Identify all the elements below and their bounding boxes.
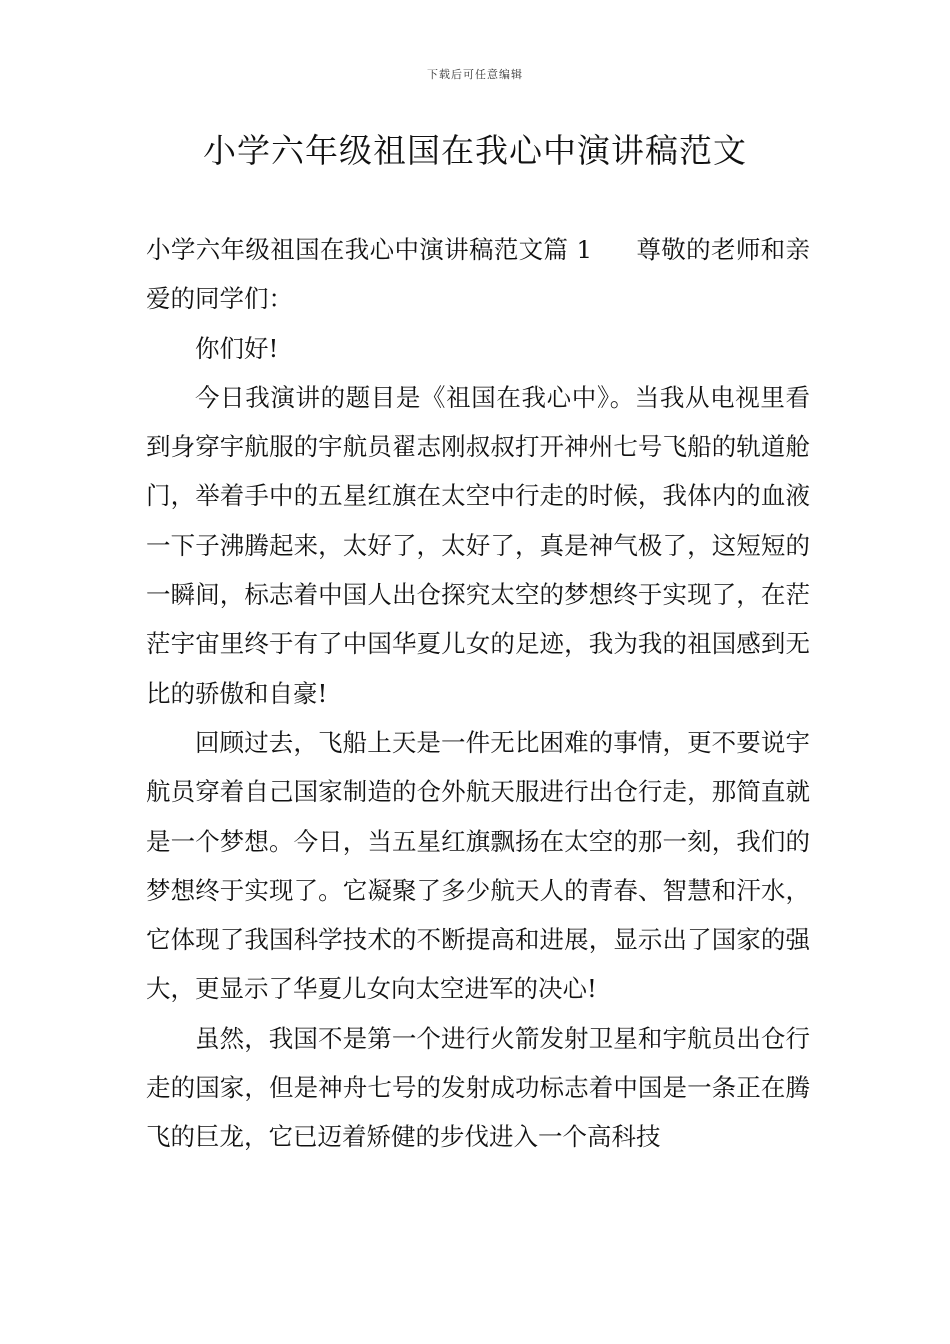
body-paragraph: 今日我演讲的题目是《祖国在我心中》。当我从电视里看到身穿宇航服的宇航员翟志刚叔叔打开神州七号飞船的轨道舱门，举着手中的五星红旗在太空中行走的时候，我体内的血液一下子沸腾起来，太好了，太好了，真是神气极了，这短短的一瞬间，标志着中国人出仓探究太空的梦想终于实现了，在茫茫宇宙里终于有了中国华夏儿女的足迹，我为我的祖国感到无比的骄傲和自豪! [146, 382, 810, 708]
body-paragraph: 回顾过去，飞船上天是一件无比困难的事情，更不要说宇航员穿着自己国家制造的仓外航天服进行出仓行走，那简直就是一个梦想。今日，当五星红旗飘扬在太空的那一刻，我们的梦想终于实现了。它凝聚了多少航天人的青春、智慧和汗水，它体现了我国科学技术的不断提高和进展，显示出了国家的强大，更显示了华夏儿女向太空进军的决心! [146, 727, 810, 1004]
document-title: 小学六年级祖国在我心中演讲稿范文 [203, 131, 747, 170]
salutation: 尊敬的老师和亲爱的同学们： [146, 235, 811, 314]
body-paragraph: 你们好! [195, 333, 279, 363]
intro-paragraph [146, 225, 810, 324]
section-heading: 小学六年级祖国在我心中演讲稿范文篇 1 [146, 235, 593, 264]
body-paragraph: 虽然，我国不是第一个进行火箭发射卫星和宇航员出仓行走的国家，但是神舟七号的发射成功标志着中国是一条正在腾飞的巨龙，它已迈着矫健的步伐进入一个高科技 [146, 1023, 810, 1152]
document-body [146, 225, 810, 1162]
header-note: 下载后可任意编辑 [427, 68, 523, 81]
